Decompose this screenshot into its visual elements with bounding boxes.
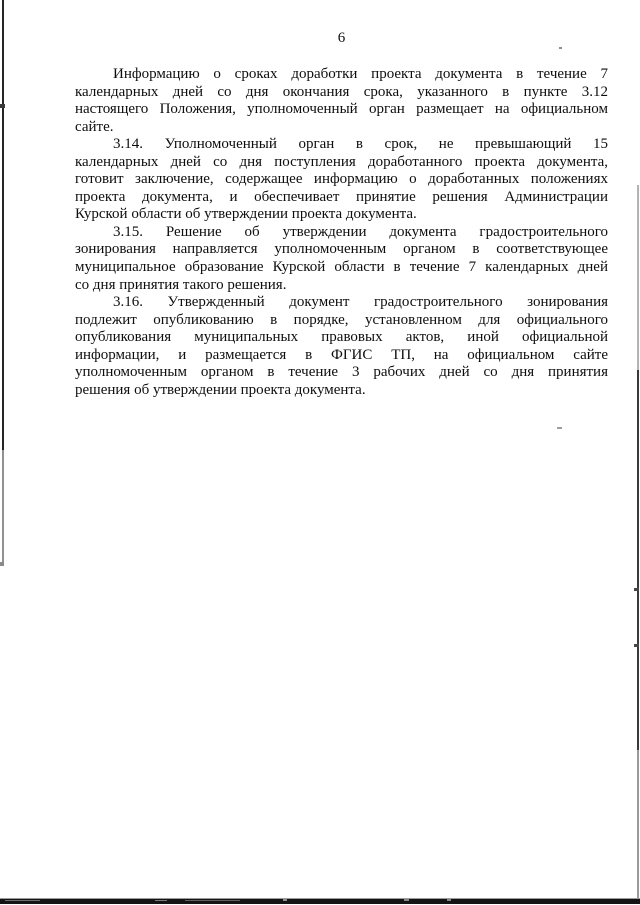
- scan-strip-dash: [404, 899, 409, 901]
- scan-edge-left-bottom: [2, 450, 4, 563]
- scan-edge-left-end: [0, 562, 4, 566]
- scan-edge-right-tick: [634, 644, 639, 647]
- scan-strip-dash: [185, 900, 240, 901]
- text-line: проекта документа, и обеспечивает принятие решения Администрации: [75, 188, 608, 205]
- text-line: 3.16. Утвержденный документ градостроительного зонирования: [113, 294, 608, 311]
- text-line: календарных дней со дня окончания срока, указанного в пункте 3.12: [75, 83, 608, 100]
- scan-edge-right-tick: [634, 588, 639, 591]
- text-line: 3.14. Уполномоченный орган в срок, не превышающий 15: [113, 136, 608, 153]
- scan-edge-left-tick: [0, 104, 5, 108]
- scan-speck: [559, 47, 562, 49]
- scan-edge-right-low: [637, 750, 639, 898]
- text-line: Информацию о сроках доработки проекта документа в течение 7: [113, 66, 608, 82]
- scan-strip-dash: [447, 899, 451, 901]
- text-line: уполномоченным органом в течение 3 рабочих дней со дня принятия: [75, 364, 608, 381]
- page-number: 6: [337, 30, 346, 46]
- text-line: муниципальное образование Курской области в течение 7 календарных дней: [75, 259, 608, 276]
- scan-strip-dash: [5, 900, 40, 901]
- paragraph-3-15: [75, 224, 608, 294]
- scan-strip-dash: [283, 899, 287, 901]
- scan-edge-right-dark: [637, 370, 639, 750]
- text-line: решения об утверждении проекта документа.: [75, 381, 366, 398]
- paragraph-3-14: [75, 136, 608, 224]
- text-line: зонирования направляется уполномоченным органом в соответствующее: [75, 241, 608, 258]
- document-body: [75, 66, 608, 399]
- scan-strip-dash: [155, 900, 167, 901]
- scan-strip-bottom: [0, 899, 640, 904]
- text-line: подлежит опубликованию в порядке, установленном для официального: [75, 311, 608, 328]
- text-line: настоящего Положения, уполномоченный орган размещает на официальном: [75, 101, 608, 118]
- paragraph-3-16: [75, 294, 608, 399]
- scan-speck: [557, 427, 562, 429]
- text-line: информации, и размещается в ФГИС ТП, на официальном сайте: [75, 346, 608, 363]
- text-line: 3.15. Решение об утверждении документа градостроительного: [113, 223, 608, 240]
- text-line: опубликования муниципальных правовых актов, иной официальной: [75, 329, 608, 346]
- text-line: со дня принятия такого решения.: [75, 276, 287, 293]
- text-line: Курской области об утверждении проекта документа.: [75, 206, 417, 223]
- scan-edge-left-top: [2, 0, 4, 450]
- paragraph-intro-3-13-continuation: [75, 66, 608, 136]
- scan-edge-right-faint: [637, 185, 639, 370]
- text-line: календарных дней со дня поступления доработанного проекта документа,: [75, 153, 608, 170]
- text-line: готовит заключение, содержащее информацию о доработанных положениях: [75, 171, 608, 188]
- text-line: сайте.: [75, 118, 114, 135]
